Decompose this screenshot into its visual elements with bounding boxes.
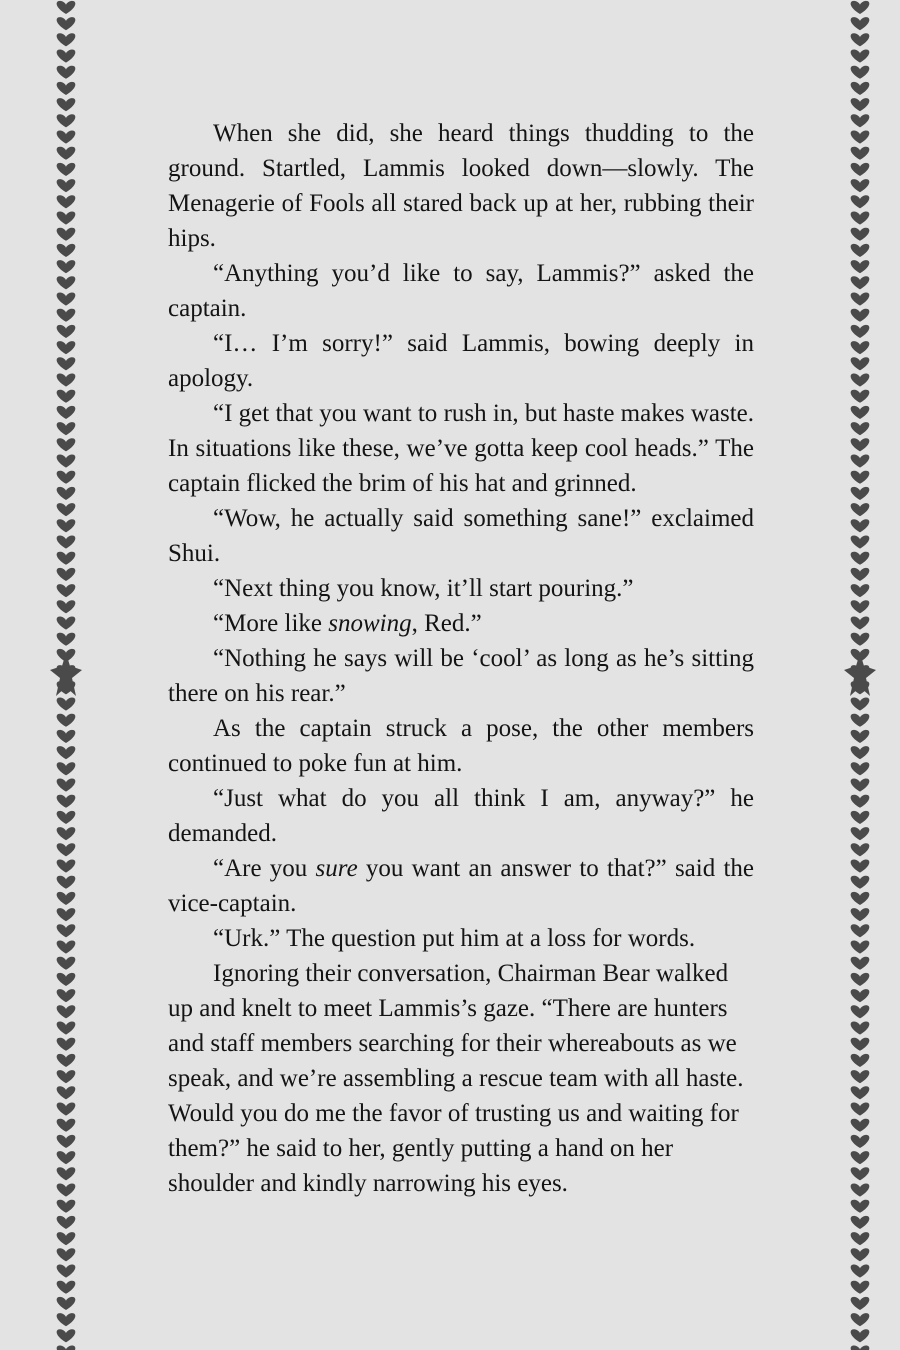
border-heart	[57, 1346, 76, 1350]
border-heart	[57, 1119, 76, 1132]
border-heart	[57, 1038, 76, 1051]
border-heart	[851, 843, 870, 856]
border-heart	[57, 1, 76, 14]
border-heart	[851, 422, 870, 435]
text-run: “Are you	[213, 855, 316, 882]
border-heart	[851, 600, 870, 613]
border-heart	[851, 827, 870, 840]
border-heart	[57, 1086, 76, 1099]
border-heart	[851, 406, 870, 419]
text-run: , Red.”	[411, 610, 482, 637]
border-heart	[851, 1313, 870, 1326]
border-heart	[851, 455, 870, 468]
border-heart	[851, 33, 870, 46]
border-heart	[851, 924, 870, 937]
border-heart	[57, 1151, 76, 1164]
border-heart	[851, 698, 870, 711]
paragraph: Ignoring their conversation, Chairman Bear walked up and knelt to meet Lammis’s gaze. “There are hunters and staff members searching for their whereabouts as we speak, and we’re assembling a rescue team with all haste. Would you do me the favor of trusting us and waiting for them?” he said to her, gently putting a hand on her shoulder and kindly narrowing his eyes.	[168, 960, 744, 1197]
border-heart	[851, 1346, 870, 1350]
border-heart	[851, 293, 870, 306]
border-heart	[57, 17, 76, 30]
border-heart	[851, 1151, 870, 1164]
border-heart	[57, 584, 76, 597]
paragraph: “I get that you want to rush in, but haste makes waste. In situations like these, we’ve gotta keep cool heads.” The captain flicked the brim of his hat and grinned.	[168, 400, 754, 497]
border-heart	[57, 163, 76, 176]
border-heart	[57, 779, 76, 792]
border-heart	[851, 179, 870, 192]
border-heart	[851, 762, 870, 775]
border-heart	[57, 438, 76, 451]
border-heart	[57, 1070, 76, 1083]
border-heart	[851, 1184, 870, 1197]
border-heart	[57, 957, 76, 970]
border-heart	[851, 66, 870, 79]
border-heart	[57, 1022, 76, 1035]
border-heart	[851, 892, 870, 905]
border-heart	[851, 471, 870, 484]
border-heart	[57, 276, 76, 289]
paragraph: “Anything you’d like to say, Lammis?” asked the captain.	[168, 260, 754, 322]
border-heart	[851, 260, 870, 273]
border-heart	[851, 941, 870, 954]
border-heart	[57, 1054, 76, 1067]
star-ornament-icon	[48, 652, 84, 698]
border-heart	[851, 973, 870, 986]
emphasis-text: snowing	[328, 610, 412, 637]
border-heart	[57, 1248, 76, 1261]
border-heart	[851, 779, 870, 792]
border-heart	[57, 1184, 76, 1197]
border-heart	[57, 1313, 76, 1326]
border-heart	[851, 276, 870, 289]
border-heart	[851, 989, 870, 1002]
border-heart	[57, 503, 76, 516]
border-heart	[851, 114, 870, 127]
border-heart	[57, 795, 76, 808]
text-run: “More like	[213, 610, 329, 637]
border-heart	[851, 228, 870, 241]
border-heart	[851, 147, 870, 160]
border-heart	[851, 1135, 870, 1148]
border-heart	[57, 633, 76, 646]
border-heart	[851, 98, 870, 111]
border-heart	[851, 1038, 870, 1051]
border-heart	[851, 1200, 870, 1213]
border-heart	[851, 163, 870, 176]
border-heart	[57, 244, 76, 257]
border-heart	[57, 1329, 76, 1342]
border-heart	[57, 1232, 76, 1245]
border-heart	[57, 98, 76, 111]
border-heart	[851, 357, 870, 370]
border-heart	[57, 374, 76, 387]
border-heart	[57, 212, 76, 225]
paragraph: “Next thing you know, it’ll start pouring.”	[213, 575, 634, 602]
border-heart	[57, 843, 76, 856]
border-heart	[851, 325, 870, 338]
border-heart	[57, 536, 76, 549]
border-heart	[57, 1005, 76, 1018]
border-heart	[57, 617, 76, 630]
border-heart	[851, 1, 870, 14]
border-heart	[851, 1103, 870, 1116]
border-heart	[851, 795, 870, 808]
emphasis-text: sure	[315, 855, 358, 882]
border-heart	[57, 941, 76, 954]
border-heart	[851, 1022, 870, 1035]
border-heart	[57, 908, 76, 921]
border-heart	[57, 876, 76, 889]
border-heart	[57, 600, 76, 613]
border-heart	[57, 147, 76, 160]
border-heart	[851, 1086, 870, 1099]
border-heart	[851, 617, 870, 630]
border-heart	[851, 341, 870, 354]
border-heart	[57, 1297, 76, 1310]
paragraph: “Wow, he actually said something sane!” exclaimed Shui.	[168, 505, 754, 567]
border-heart	[57, 341, 76, 354]
border-heart	[851, 584, 870, 597]
border-heart	[57, 179, 76, 192]
border-heart	[851, 1297, 870, 1310]
border-heart	[57, 471, 76, 484]
border-heart	[57, 552, 76, 565]
star-ornament-icon	[842, 652, 878, 698]
paragraph	[168, 606, 754, 641]
border-heart	[57, 1265, 76, 1278]
border-heart	[57, 698, 76, 711]
border-heart	[851, 536, 870, 549]
border-heart	[851, 212, 870, 225]
border-heart	[57, 114, 76, 127]
paragraph: “Nothing he says will be ‘cool’ as long as he’s sitting there on his rear.”	[168, 645, 754, 707]
border-heart	[851, 552, 870, 565]
border-heart	[57, 568, 76, 581]
story-text	[168, 116, 754, 1201]
border-heart	[57, 228, 76, 241]
border-heart	[851, 811, 870, 824]
border-heart	[57, 195, 76, 208]
border-heart	[57, 131, 76, 144]
border-heart	[851, 876, 870, 889]
border-heart	[851, 244, 870, 257]
border-heart	[851, 1232, 870, 1245]
border-heart	[57, 860, 76, 873]
border-heart	[57, 730, 76, 743]
border-heart	[851, 390, 870, 403]
border-heart	[851, 1216, 870, 1229]
border-heart	[851, 730, 870, 743]
border-heart	[851, 908, 870, 921]
border-heart	[57, 989, 76, 1002]
border-heart	[57, 746, 76, 759]
border-heart	[851, 568, 870, 581]
border-heart	[57, 260, 76, 273]
border-heart	[851, 438, 870, 451]
border-heart	[851, 195, 870, 208]
border-heart	[851, 17, 870, 30]
border-heart	[57, 422, 76, 435]
paragraph: As the captain struck a pose, the other members continued to poke fun at him.	[168, 715, 754, 777]
border-heart	[57, 714, 76, 727]
border-heart	[851, 1005, 870, 1018]
paragraph: When she did, she heard things thudding to the ground. Startled, Lammis looked down—slowly. The Menagerie of Fools all stared back up at her, rubbing their hips.	[168, 120, 754, 252]
border-heart	[851, 1248, 870, 1261]
border-heart	[57, 827, 76, 840]
border-heart	[57, 762, 76, 775]
border-heart	[57, 1281, 76, 1294]
border-heart	[851, 1070, 870, 1083]
border-heart	[57, 82, 76, 95]
border-heart	[851, 503, 870, 516]
border-heart	[57, 1103, 76, 1116]
border-heart	[57, 811, 76, 824]
border-heart	[57, 924, 76, 937]
border-heart	[851, 1281, 870, 1294]
border-heart	[851, 519, 870, 532]
border-heart	[851, 746, 870, 759]
border-heart	[57, 390, 76, 403]
border-heart	[851, 82, 870, 95]
border-heart	[57, 309, 76, 322]
border-heart	[57, 519, 76, 532]
paragraph: “Urk.” The question put him at a loss for words.	[213, 925, 696, 952]
border-heart	[851, 714, 870, 727]
border-heart	[851, 957, 870, 970]
border-heart	[57, 66, 76, 79]
border-heart	[57, 33, 76, 46]
border-heart	[57, 406, 76, 419]
border-heart	[57, 357, 76, 370]
border-heart	[57, 1216, 76, 1229]
border-heart	[57, 325, 76, 338]
border-heart	[851, 1265, 870, 1278]
border-heart	[57, 1135, 76, 1148]
border-heart	[851, 1119, 870, 1132]
border-heart	[57, 1200, 76, 1213]
border-heart	[57, 50, 76, 63]
border-heart	[851, 1054, 870, 1067]
border-heart	[851, 487, 870, 500]
border-heart	[851, 1167, 870, 1180]
paragraph: “I… I’m sorry!” said Lammis, bowing deeply in apology.	[168, 330, 754, 392]
paragraph	[168, 851, 754, 921]
border-heart	[57, 1167, 76, 1180]
border-heart	[851, 309, 870, 322]
border-heart	[57, 892, 76, 905]
border-heart	[851, 50, 870, 63]
border-heart	[57, 455, 76, 468]
border-heart	[851, 374, 870, 387]
text-run: you want an answer to that?” said the vice-captain.	[168, 855, 754, 917]
border-heart	[851, 860, 870, 873]
border-heart	[851, 1329, 870, 1342]
border-heart	[851, 131, 870, 144]
border-heart	[57, 293, 76, 306]
paragraph: “Just what do you all think I am, anyway?” he demanded.	[168, 785, 754, 847]
border-heart	[57, 487, 76, 500]
border-heart	[851, 633, 870, 646]
border-heart	[57, 973, 76, 986]
